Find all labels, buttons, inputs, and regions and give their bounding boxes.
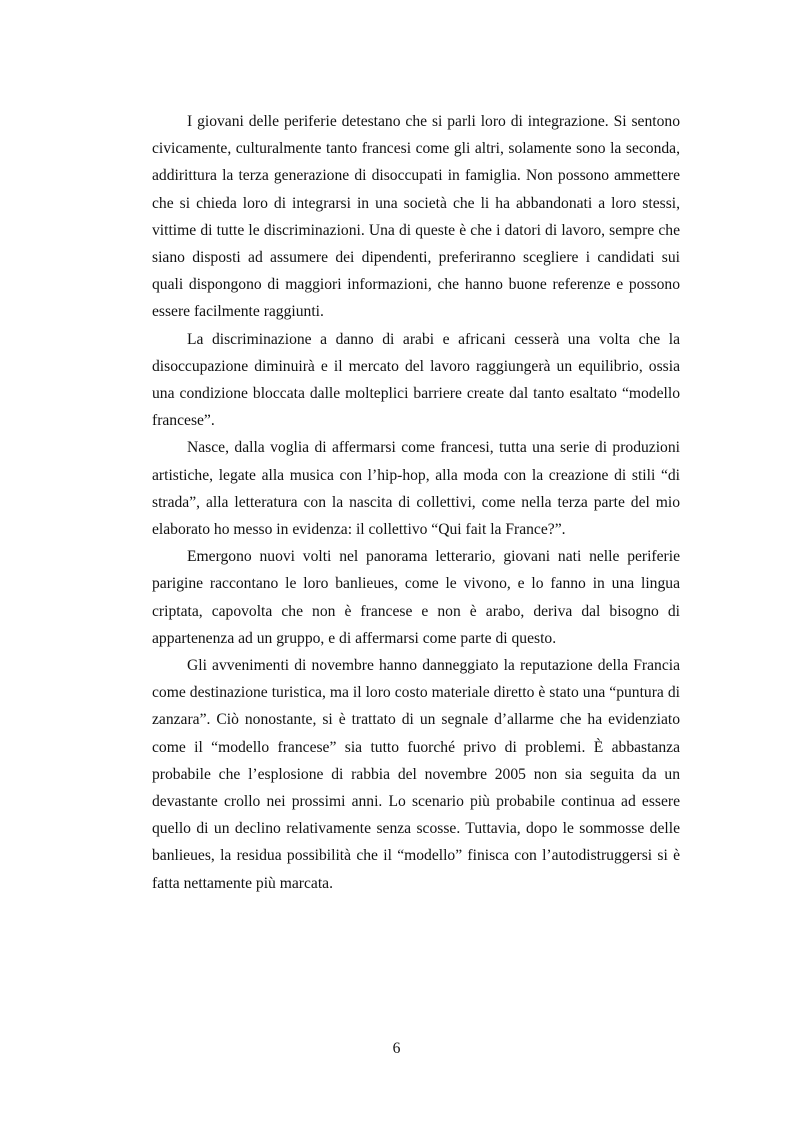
paragraph-2: La discriminazione a danno di arabi e africani cesserà una volta che la disoccupazione diminuirà e il mercato del lavoro raggiungerà un equilibrio, ossia una condizione bloccata dalle molteplici barriere create dal tanto esaltato “modello francese”. — [152, 330, 680, 430]
paragraph-3: Nasce, dalla voglia di affermarsi come francesi, tutta una serie di produzioni artistiche, legate alla musica con l’hip-hop, alla moda con la creazione di stili “di strada”, alla letteratura con la nascita di collettivi, come nella terza parte del mio elaborato ho messo in evidenza: il collettivo “Qui fait la France?”. — [152, 439, 680, 539]
page-number: 6 — [392, 1040, 401, 1057]
paragraph-1: I giovani delle periferie detestano che si parli loro di integrazione. Si sentono civicamente, culturalmente tanto francesi come gli altri, solamente sono la seconda, addirittura la terza generazione di disoccupati in famiglia. Non possono ammettere che si chieda loro di integrarsi in una società che li ha abbandonati a loro stessi, vittime di tutte le discriminazioni. Una di queste è che i datori di lavoro, sempre che siano disposti ad assumere dei dipendenti, preferiranno scegliere i candidati sui quali dispongono di maggiori informazioni, che hanno buone referenze e possono essere facilmente raggiunti. — [152, 113, 680, 321]
body-text — [152, 108, 680, 897]
paragraph-4: Emergono nuovi volti nel panorama letterario, giovani nati nelle periferie parigine raccontano le loro banlieues, come le vivono, e lo fanno in una lingua criptata, capovolta che non è francese e non è arabo, deriva dal bisogno di appartenenza ad un gruppo, e di affermarsi come parte di questo. — [152, 548, 680, 647]
paragraph-5: Gli avvenimenti di novembre hanno danneggiato la reputazione della Francia come destinazione turistica, ma il loro costo materiale diretto è stato una “puntura di zanzara”. Ciò nonostante, si è trattato di un segnale d’allarme che ha evidenziato come il “modello francese” sia tutto fuorché privo di problemi. È abbastanza probabile che l’esplosione di rabbia del novembre 2005 non sia seguita da un devastante crollo nei prossimi anni. Lo scenario più probabile continua ad essere quello di un declino relativamente senza scosse. Tuttavia, dopo le sommosse delle banlieues, la residua possibilità che il “modello” finisca con l’autodistruggersi si è fatta nettamente più marcata. — [152, 657, 680, 892]
